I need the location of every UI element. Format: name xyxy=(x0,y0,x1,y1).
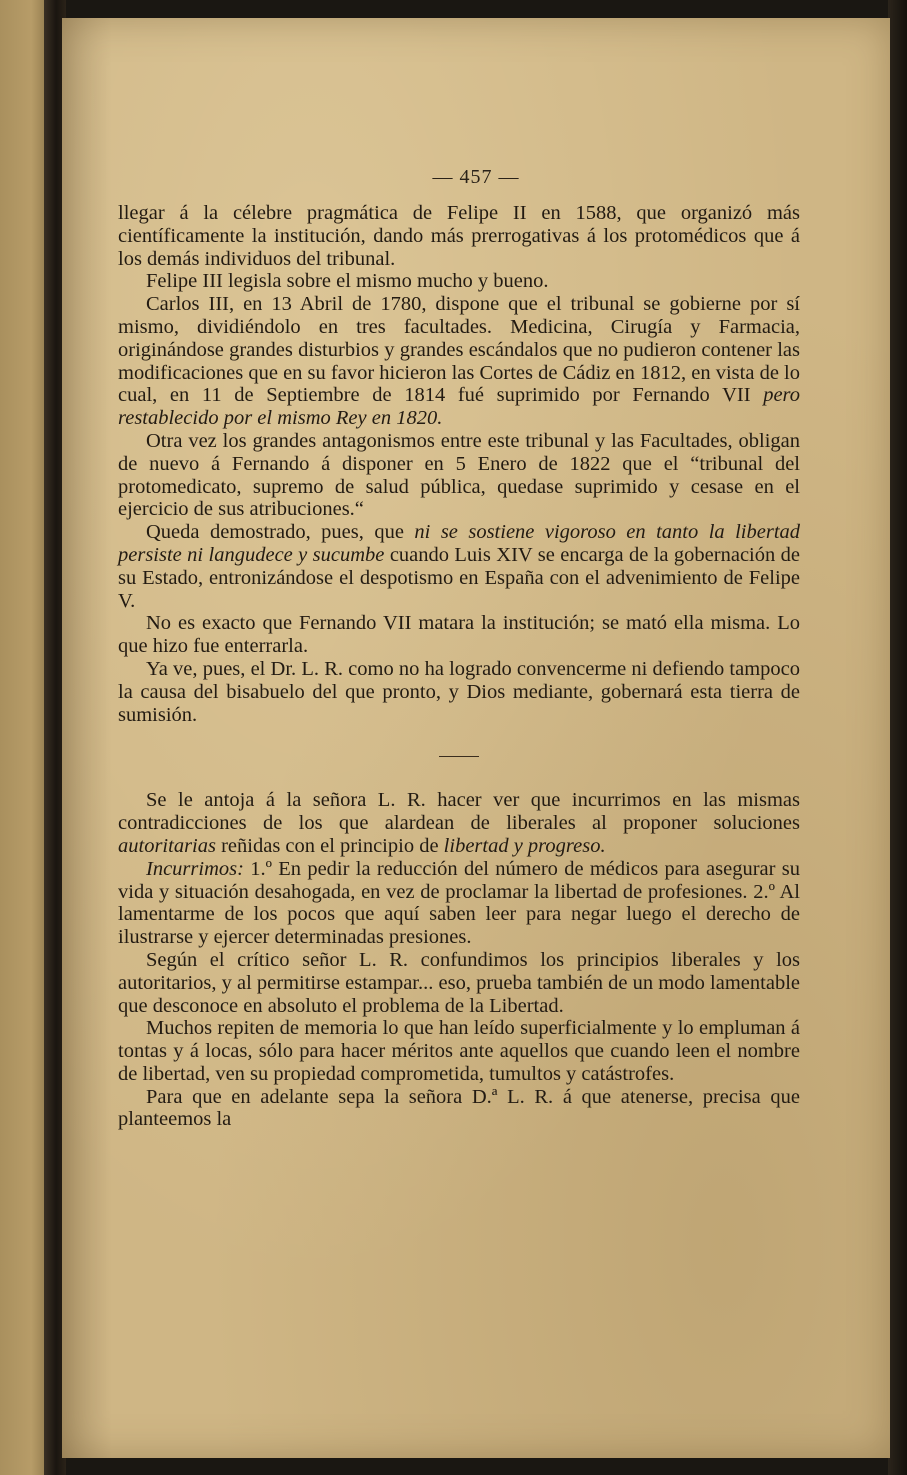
paragraph-text: Carlos III, en 13 Abril de 1780, dispone que el tribunal se gobierne por sí mismo, dividiéndolo en tres facultades. Medicina, Cirugía y Farmacia, originándose grandes disturbios y grandes escándalos que no pudieron contener las modificaciones que en su favor hicieron las Cortes de Cádiz en 1812, en vista de lo cual, en 11 de Septiembre de 1814 fué suprimido por Fernando VII xyxy=(118,293,800,407)
italic-text: autoritarias xyxy=(118,834,216,857)
paragraph: Ya ve, pues, el Dr. L. R. como no ha logrado convencerme ni defiendo tampoco la causa del bisabuelo del que pronto, y Dios mediante, gobernará esta tierra de sumisión. xyxy=(118,657,800,726)
paragraph-text: 1.º En pedir la reducción del número de médicos para asegurar su vida y situación desahogada, en vez de proclamar la libertad de profesiones. 2.º Al lamentarme de los pocos que aquí saben leer para negar luego el derecho de ilustrarse y ejercer determinadas presiones. xyxy=(118,857,800,949)
page-number: — 457 — xyxy=(432,166,520,188)
paragraph xyxy=(118,521,800,612)
italic-text: Incurrimos: xyxy=(146,857,244,880)
paragraph: Otra vez los grandes antagonismos entre este tribunal y las Facultades, obligan de nuevo á Fernando á disponer en 5 Enero de 1822 que el “tribunal del protomedicato, supremo de salud pública, quedase suprimido y cesase en el ejercicio de sus atribuciones.“ xyxy=(118,429,800,521)
paragraph-text: Queda demostrado, pues, que xyxy=(146,521,404,544)
body-text xyxy=(118,202,800,1131)
paragraph-text: reñidas con el principio de xyxy=(221,834,439,857)
paragraph: Felipe III legisla sobre el mismo mucho y bueno. xyxy=(146,270,549,293)
italic-text: pero restablecido por el mismo Rey en 1820. xyxy=(118,384,801,430)
paragraph: Según el crítico señor L. R. confundimos los principios liberales y los autoritarios, y al permitirse estampar... eso, prueba también de un modo lamentable que desconoce en absoluto el problema de la Libertad. xyxy=(118,948,800,1017)
paragraph xyxy=(118,858,800,949)
paragraph: No es exacto que Fernando VII matara la institución; se mató ella misma. Lo que hizo fue enterrarla. xyxy=(118,612,800,658)
paragraph: llegar á la célebre pragmática de Felipe II en 1588, que organizó más científicamente la institución, dando más prerrogativas á los protomédicos que á los demás individuos del tribunal. xyxy=(118,202,800,270)
scan-background-edge xyxy=(888,0,907,1475)
paragraph xyxy=(118,293,800,430)
paragraph-text: Se le antoja á la señora L. R. hacer ver que incurrimos en las mismas contradicciones de los que alardean de liberales al proponer soluciones xyxy=(118,789,800,835)
paragraph-text: cuando Luis XIV se encarga de la gobernación de su Estado, entronizándose el despotismo en España con el advenimiento de Felipe V. xyxy=(118,543,800,612)
paragraph xyxy=(118,789,800,857)
italic-text: ni se sostiene vigoroso en tanto la libertad persiste ni langudece y sucumbe xyxy=(118,521,801,566)
paragraph: Para que en adelante sepa la señora D.ª L. R. á que atenerse, precisa que planteemos la xyxy=(118,1085,800,1131)
book-page xyxy=(62,18,890,1458)
paragraph: Muchos repiten de memoria lo que han leído superficialmente y lo empluman á tontas y á locas, sólo para hacer méritos ante aquellos que cuando leen el nombre de libertad, ven su propiedad comprometida, tumultos y catástrofes. xyxy=(118,1017,800,1085)
section-separator xyxy=(439,756,479,757)
italic-text: libertad y progreso. xyxy=(443,834,606,857)
